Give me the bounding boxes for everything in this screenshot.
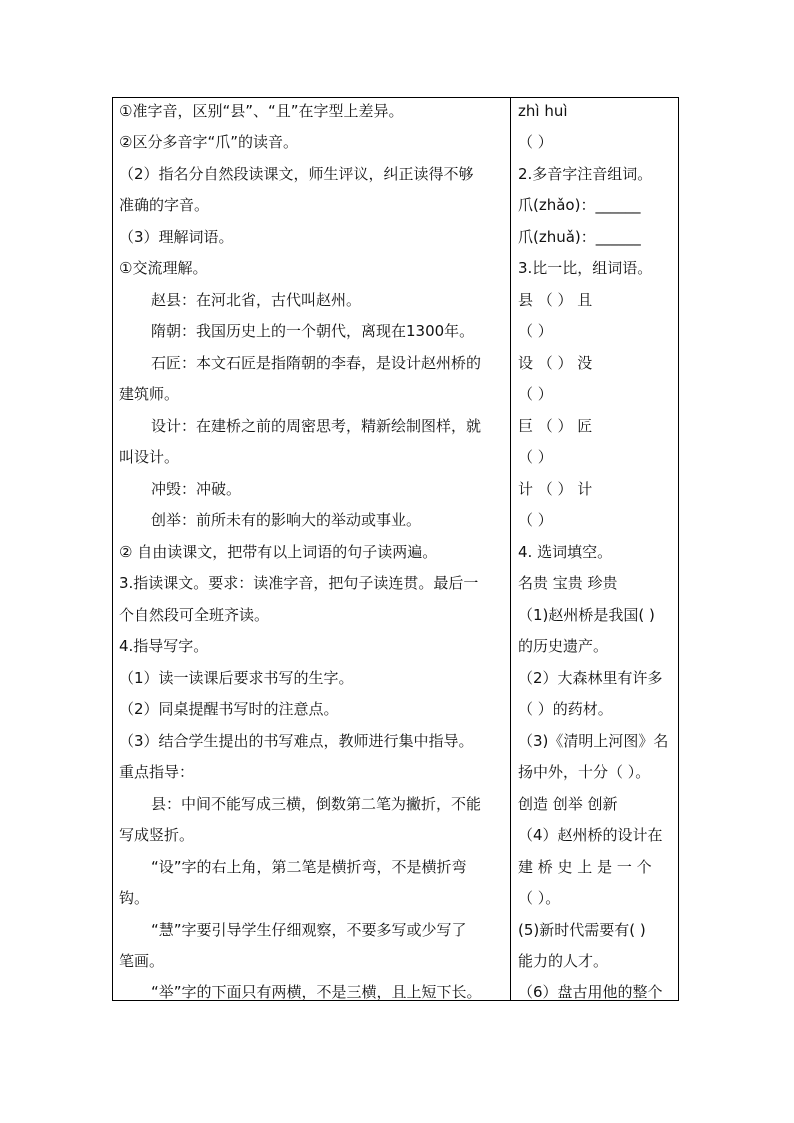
text-line: 4.指导写字。 [119, 637, 209, 655]
exercise-line: （1)赵州桥是我国( ) [518, 606, 655, 624]
text-line: ②区分多音字“爪”的读音。 [119, 133, 298, 151]
definition-line: 创举：前所未有的影响大的举动或事业。 [151, 511, 422, 529]
exercise-line: （6）盘古用他的整个 [518, 983, 663, 1001]
exercise-line: （ ） [518, 385, 553, 403]
exercise-line: 2.多音字注音组词。 [518, 165, 653, 183]
exercise-line: （3)《清明上河图》名 [518, 732, 669, 750]
exercise-line: （2）大森林里有许多 [518, 669, 663, 687]
text-line: （3）结合学生提出的书写难点，教师进行集中指导。 [119, 732, 474, 750]
definition-line: “慧”字要引导学生仔细观察，不要多写或少写了 [151, 921, 467, 939]
text-line: 重点指导： [119, 763, 195, 781]
definition-line: 赵县：在河北省，古代叫赵州。 [151, 291, 362, 309]
exercise-line: 创造 创举 创新 [518, 795, 618, 813]
text-line: ② 自由读课文，把带有以上词语的句子读两遍。 [119, 543, 438, 561]
exercise-line: （ ） [518, 322, 553, 340]
text-line: （1）读一读课后要求书写的生字。 [119, 669, 354, 687]
exercise-line: （4）赵州桥的设计在 [518, 826, 663, 844]
exercise-line: 县 （ ） 且 [518, 291, 593, 309]
column-divider [510, 98, 511, 1000]
exercise-line: 爪(zhǎo)：______ [518, 196, 641, 214]
text-line: （2）指名分自然段读课文，师生评议，纠正读得不够 [119, 165, 474, 183]
text-line: （3）理解词语。 [119, 228, 234, 246]
definition-line: 石匠：本文石匠是指隋朝的李春，是设计赵州桥的 [151, 354, 482, 372]
exercise-line: zhì huì [518, 102, 568, 120]
exercise-line: 能力的人才。 [518, 952, 609, 970]
definition-line: 冲毁：冲破。 [151, 480, 242, 498]
exercise-line: （ ） [518, 133, 553, 151]
exercise-line: 4. 选词填空。 [518, 543, 613, 561]
definition-line: 隋朝：我国历史上的一个朝代，离现在1300年。 [151, 322, 475, 340]
text-line: 3.指读课文。要求：读准字音，把句子读连贯。最后一 [119, 574, 479, 592]
definition-line: 设计：在建桥之前的周密思考，精新绘制图样，就 [151, 417, 482, 435]
exercise-line: 3.比一比，组词语。 [518, 259, 653, 277]
definition-line: “设”字的右上角，第二笔是横折弯，不是横折弯 [151, 858, 467, 876]
text-line: ①交流理解。 [119, 259, 208, 277]
exercise-line: (5)新时代需要有( ) [518, 921, 646, 939]
text-line: 笔画。 [119, 952, 165, 970]
text-line: 叫设计。 [119, 448, 180, 466]
exercise-line: （ ） [518, 448, 553, 466]
exercise-line: （ ） [518, 511, 553, 529]
lesson-plan-table [112, 97, 679, 1001]
exercise-line: 巨 （ ） 匠 [518, 417, 593, 435]
exercise-line: （ ）的药材。 [518, 700, 613, 718]
definition-line: “举”字的下面只有两横，不是三横，且上短下长。 [151, 983, 482, 1001]
exercise-line: 的历史遗产。 [518, 637, 609, 655]
exercise-line: 爪(zhuǎ)：______ [518, 228, 641, 246]
exercise-line: （ ）。 [518, 889, 561, 907]
exercise-line: 扬中外，十分（ ）。 [518, 763, 651, 781]
text-line: ①准字音，区别“县”、“且”在字型上差异。 [119, 102, 404, 120]
exercise-line: 设 （ ） 没 [518, 354, 593, 372]
definition-line: 县：中间不能写成三横，倒数第二笔为撇折，不能 [151, 795, 482, 813]
text-line: 钩。 [119, 889, 150, 907]
text-line: 个自然段可全班齐读。 [119, 606, 270, 624]
exercise-line: 计 （ ） 计 [518, 480, 593, 498]
exercise-line: 建 桥 史 上 是 一 个 [518, 858, 652, 876]
text-line: 准确的字音。 [119, 196, 210, 214]
text-line: 建筑师。 [119, 385, 180, 403]
text-line: （2）同桌提醒书写时的注意点。 [119, 700, 339, 718]
text-line: 写成竖折。 [119, 826, 195, 844]
exercise-line: 名贵 宝贵 珍贵 [518, 574, 618, 592]
